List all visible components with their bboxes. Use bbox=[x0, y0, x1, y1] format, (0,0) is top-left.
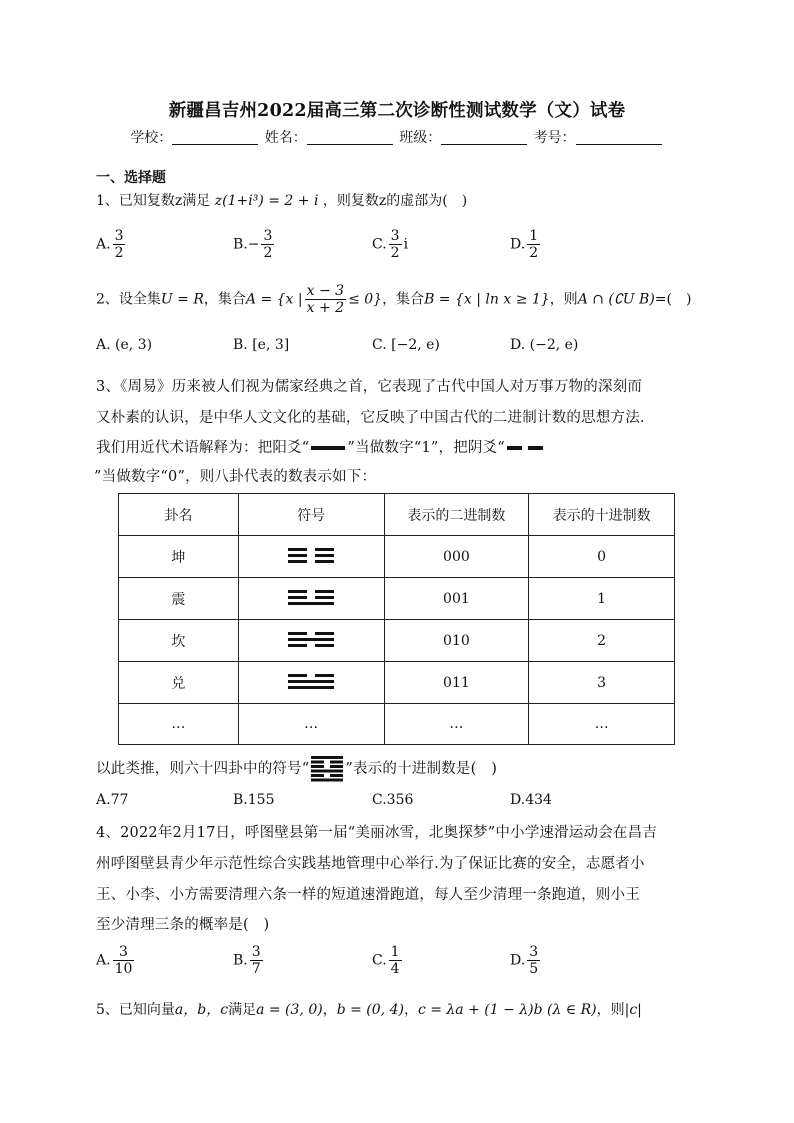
field-number-label: 考号： bbox=[533, 130, 576, 146]
q1-option-c-fraction bbox=[389, 228, 402, 261]
header-symbol: 符号 bbox=[238, 494, 384, 536]
q4-option-a-numerator: 3 bbox=[113, 944, 135, 961]
q2-option-a-label: A. bbox=[96, 337, 111, 353]
q4-option-a bbox=[96, 944, 136, 977]
q2-option-a bbox=[96, 337, 152, 353]
q1-option-d bbox=[510, 228, 542, 261]
class-blank[interactable] bbox=[441, 130, 527, 145]
q1-option-d-numerator: 1 bbox=[529, 228, 539, 244]
row-decimal: 2 bbox=[529, 620, 675, 662]
trigram-zhen-icon bbox=[238, 578, 384, 620]
q1-text-a: 1、已知复数z满足 bbox=[96, 193, 211, 209]
table-row bbox=[119, 662, 675, 704]
row-binary: 001 bbox=[384, 578, 529, 620]
q1-option-d-label: D. bbox=[510, 236, 526, 253]
q4-option-d-label: D. bbox=[510, 952, 526, 969]
exam-title: 新疆昌吉州2022届高三第二次诊断性测试数学（文）试卷 bbox=[168, 101, 626, 121]
trigram-kan-icon bbox=[238, 620, 384, 662]
q2-option-a-value: (e, 3) bbox=[115, 337, 153, 353]
q4-option-d-numerator: 3 bbox=[529, 944, 539, 960]
q3-option-a-value: 77 bbox=[110, 792, 129, 808]
table-row bbox=[119, 536, 675, 578]
q4-option-b-fraction bbox=[250, 944, 263, 977]
trigram-kun-symbol bbox=[286, 546, 336, 564]
q3-after-b: ”表示的十进制数是( ) bbox=[345, 761, 498, 777]
row-name: 震 bbox=[119, 578, 239, 620]
hexagram-icon bbox=[309, 755, 345, 783]
header-binary: 表示的二进制数 bbox=[384, 494, 529, 536]
q2-option-c-value: [−2, e) bbox=[391, 337, 440, 353]
section-heading: 一、选择题 bbox=[96, 170, 166, 186]
q3-line-3-a: 我们用近代术语解释为：把阳爻“ bbox=[96, 440, 310, 456]
q2-set-a-prefix: A = {x | bbox=[245, 291, 303, 308]
q4-line-1: 4、2022年2月17日，呼图壁县第一届“美丽冰雪，北奥探梦”中小学速滑运动会在昌吉 bbox=[96, 825, 658, 841]
q1-option-b-denominator: 2 bbox=[263, 245, 273, 261]
yang-line-icon bbox=[309, 443, 347, 453]
q2-set-a-suffix: ≤ 0} bbox=[348, 291, 383, 308]
q3-option-d-label: D. bbox=[510, 792, 526, 808]
q1-option-d-fraction bbox=[527, 228, 540, 261]
q4-option-d bbox=[510, 944, 542, 977]
q4-option-c bbox=[372, 944, 404, 977]
q2-set-b: B = {x | ln x ≥ 1} bbox=[424, 291, 550, 308]
q5-text-b: 满足 bbox=[228, 1002, 257, 1018]
q3-option-c-label: C. bbox=[372, 792, 387, 808]
bagua-table bbox=[118, 493, 675, 745]
q2-text-e: =( ) bbox=[654, 291, 692, 308]
q1-option-b-fraction bbox=[261, 228, 274, 261]
q4-option-a-fraction bbox=[113, 944, 135, 977]
q2-option-b-value: [e, 3] bbox=[252, 337, 290, 353]
row-binary: 010 bbox=[384, 620, 529, 662]
q2-option-b-label: B. bbox=[233, 337, 248, 353]
q2-target-expr: A ∩ (∁U B) bbox=[577, 291, 655, 308]
q2-option-b bbox=[233, 337, 289, 353]
q5-magnitude: |c| bbox=[624, 1002, 642, 1018]
q4-option-c-numerator: 1 bbox=[390, 944, 400, 960]
school-blank[interactable] bbox=[172, 130, 258, 145]
q5-text-c: ，则 bbox=[596, 1002, 625, 1018]
trigram-zhen-symbol bbox=[286, 588, 336, 606]
q2-text-a: 2、设全集 bbox=[96, 291, 161, 308]
trigram-dui-symbol bbox=[286, 672, 336, 690]
name-blank[interactable] bbox=[307, 130, 393, 145]
q5-vector-a: a = (3, 0) bbox=[256, 1002, 323, 1018]
q2-set-a-denominator: x + 2 bbox=[306, 300, 345, 316]
table-row bbox=[119, 704, 675, 745]
q1-option-c-numerator: 3 bbox=[390, 228, 400, 244]
q1-option-a-label: A. bbox=[96, 236, 111, 253]
row-name: 兑 bbox=[119, 662, 239, 704]
q3-line-3 bbox=[96, 436, 545, 457]
q2-option-d-label: D. bbox=[510, 337, 526, 353]
row-decimal: 1 bbox=[529, 578, 675, 620]
q3-after-line bbox=[96, 755, 497, 783]
q1-option-a-denominator: 2 bbox=[114, 245, 124, 261]
trigram-kan-symbol bbox=[286, 630, 336, 648]
q1-option-b-label: B. bbox=[233, 236, 248, 253]
field-class-label: 班级： bbox=[399, 130, 442, 146]
table-header-row bbox=[119, 494, 675, 536]
q3-option-c-value: 356 bbox=[386, 792, 414, 808]
q1-option-a bbox=[96, 228, 127, 261]
q1-option-c bbox=[372, 228, 408, 261]
q2-text-c: ，集合 bbox=[382, 291, 425, 308]
q4-option-a-label: A. bbox=[96, 952, 111, 969]
q2-option-d bbox=[510, 337, 578, 353]
q1-option-a-fraction bbox=[113, 228, 126, 261]
q2-option-d-value: (−2, e) bbox=[529, 337, 579, 353]
q4-line-2: 州呼图壁县青少年示范性综合实践基地管理中心举行.为了保证比赛的安全，志愿者小 bbox=[96, 856, 645, 872]
q2-option-c-label: C. bbox=[372, 337, 387, 353]
q1-text-b: ，则复数z的虚部为( ) bbox=[322, 193, 468, 209]
field-name-label: 姓名： bbox=[264, 130, 307, 146]
student-info-row bbox=[0, 127, 794, 147]
q5-separator-2: ， bbox=[403, 1002, 418, 1018]
q3-line-3-b: ”当做数字“1”，把阴爻“ bbox=[347, 440, 505, 456]
row-symbol: … bbox=[238, 704, 384, 745]
q1-equation: z(1+i³) = 2 + i bbox=[214, 193, 319, 209]
q3-option-b-value: 155 bbox=[247, 792, 275, 808]
table-row bbox=[119, 578, 675, 620]
q1-option-b-prefix: − bbox=[247, 236, 260, 253]
row-binary: 000 bbox=[384, 536, 529, 578]
row-name: 坤 bbox=[119, 536, 239, 578]
q3-option-b bbox=[233, 792, 274, 808]
q2-text-b: ，集合 bbox=[203, 291, 246, 308]
q1-option-c-suffix: i bbox=[403, 236, 409, 253]
field-school-label: 学校： bbox=[130, 130, 173, 146]
row-name: 坎 bbox=[119, 620, 239, 662]
q5-separator-1: ， bbox=[322, 1002, 337, 1018]
q5-vector-c: c = λa + (1 − λ)b (λ ∈ R) bbox=[417, 1002, 597, 1018]
trigram-dui-icon bbox=[238, 662, 384, 704]
q2-text-d: ，则 bbox=[549, 291, 578, 308]
q3-option-a-label: A. bbox=[96, 792, 111, 808]
q5-vectors: a，b，c bbox=[174, 1002, 229, 1018]
q3-option-d bbox=[510, 792, 552, 808]
q1-option-c-label: C. bbox=[372, 236, 387, 253]
row-decimal: … bbox=[529, 704, 675, 745]
q4-option-d-fraction bbox=[527, 944, 540, 977]
q2-universal-set: U = R bbox=[160, 291, 204, 308]
question-5-stem bbox=[96, 999, 642, 1019]
q1-option-d-denominator: 2 bbox=[529, 245, 539, 261]
row-binary: … bbox=[384, 704, 529, 745]
q3-line-1: 3、《周易》历来被人们视为儒家经典之首，它表现了古代中国人对万事万物的深刻而 bbox=[96, 379, 643, 395]
q3-option-d-value: 434 bbox=[525, 792, 552, 808]
table-row bbox=[119, 620, 675, 662]
number-blank[interactable] bbox=[576, 130, 662, 145]
q3-option-b-label: B. bbox=[233, 792, 248, 808]
q3-line-4: ”当做数字“0”，则八卦代表的数表示如下： bbox=[94, 469, 377, 485]
header-name: 卦名 bbox=[119, 494, 239, 536]
q1-option-b-numerator: 3 bbox=[263, 228, 273, 244]
row-decimal: 0 bbox=[529, 536, 675, 578]
q4-line-4: 至少清理三条的概率是( ) bbox=[96, 917, 270, 933]
row-binary: 011 bbox=[384, 662, 529, 704]
q1-option-b bbox=[233, 228, 276, 261]
q3-option-c bbox=[372, 792, 413, 808]
q4-option-c-denominator: 4 bbox=[390, 961, 400, 977]
row-name: … bbox=[119, 704, 239, 745]
q5-vector-b: b = (0, 4) bbox=[336, 1002, 404, 1018]
question-2-stem bbox=[96, 283, 691, 316]
q1-option-a-numerator: 3 bbox=[114, 228, 124, 244]
q3-after-a: 以此类推，则六十四卦中的符号“ bbox=[96, 761, 310, 777]
q4-option-a-denominator: 10 bbox=[114, 961, 133, 977]
q3-option-a bbox=[96, 792, 128, 808]
trigram-kun-icon bbox=[238, 536, 384, 578]
q2-option-c bbox=[372, 337, 440, 353]
row-decimal: 3 bbox=[529, 662, 675, 704]
q4-option-b-denominator: 7 bbox=[251, 961, 261, 977]
q4-option-c-fraction bbox=[389, 944, 402, 977]
q4-option-b-label: B. bbox=[233, 952, 248, 969]
q2-set-a-numerator: x − 3 bbox=[306, 283, 345, 299]
yin-line-icon bbox=[505, 443, 545, 453]
q2-set-a-fraction bbox=[305, 283, 346, 316]
q4-option-c-label: C. bbox=[372, 952, 387, 969]
header-decimal: 表示的十进制数 bbox=[529, 494, 675, 536]
q3-line-2: 又朴素的认识，是中华人文文化的基础，它反映了中国古代的二进制计数的思想方法. bbox=[96, 410, 645, 426]
q4-option-b bbox=[233, 944, 265, 977]
q4-option-b-numerator: 3 bbox=[251, 944, 261, 960]
question-1-stem bbox=[96, 190, 467, 210]
q4-option-d-denominator: 5 bbox=[529, 961, 539, 977]
q1-option-c-denominator: 2 bbox=[390, 245, 400, 261]
q5-text-a: 5、已知向量 bbox=[96, 1002, 175, 1018]
q4-line-3: 王、小李、小方需要清理六条一样的短道速滑跑道，每人至少清理一条跑道，则小王 bbox=[96, 887, 640, 903]
